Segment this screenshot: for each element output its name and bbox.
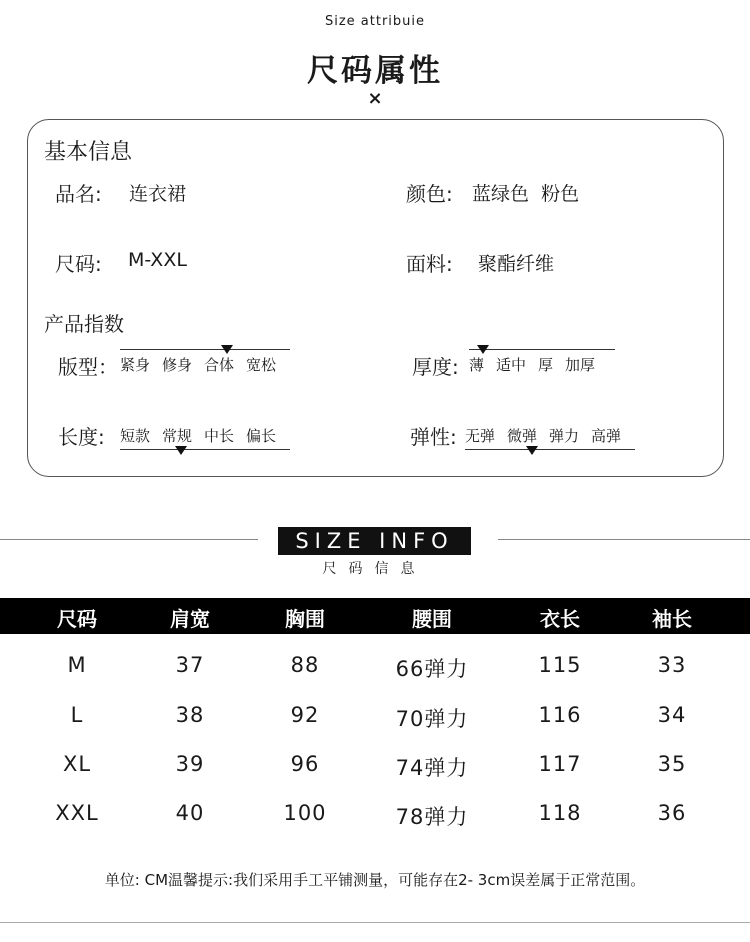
stretch-scale	[465, 422, 635, 450]
fit-label: 版型：	[58, 355, 118, 379]
table-cell: 70弹力	[395, 707, 469, 731]
fit-option: 修身	[162, 356, 193, 374]
thickness-option: 薄	[469, 356, 485, 374]
column-header: 胸围	[285, 607, 325, 631]
table-cell: 37	[175, 653, 205, 677]
table-cell: 96	[290, 752, 320, 776]
stretch-label: 弹性:	[410, 425, 457, 449]
thickness-scale	[469, 349, 615, 375]
thickness-option: 厚	[538, 356, 554, 374]
fabric-label: 面料:	[406, 252, 453, 276]
stretch-option: 微弹	[507, 427, 538, 445]
table-cell: 39	[175, 752, 205, 776]
column-header: 腰围	[412, 607, 452, 631]
size-info-subtitle: 尺码信息	[322, 561, 427, 577]
size-info-badge: SIZE INFO	[278, 527, 471, 555]
basic-info-heading: 基本信息	[44, 140, 133, 165]
column-header: 衣长	[540, 607, 580, 631]
table-cell: 74弹力	[395, 756, 469, 780]
stretch-option: 弹力	[549, 427, 580, 445]
stretch-option: 无弹	[465, 427, 496, 445]
measurement-note: 单位: CM温馨提示:我们采用手工平铺测量，可能存在2- 3cm误差属于正常范围。	[104, 871, 646, 889]
divider-left	[0, 539, 258, 540]
length-option: 常规	[162, 427, 193, 445]
fabric-value: 聚酯纤维	[478, 253, 555, 275]
table-cell: 34	[657, 703, 687, 727]
table-cell: 118	[538, 801, 582, 825]
table-cell: XXL	[55, 801, 99, 825]
table-cell: 35	[657, 752, 687, 776]
table-cell: 36	[657, 801, 687, 825]
size-label: 尺码:	[55, 252, 102, 276]
thickness-label: 厚度:	[412, 355, 459, 379]
product-name-label: 品名:	[55, 182, 102, 206]
column-header: 尺码	[57, 607, 97, 631]
table-cell: 92	[290, 703, 320, 727]
length-label: 长度:	[58, 425, 105, 449]
fit-option: 合体	[204, 356, 235, 374]
product-index-heading: 产品指数	[44, 312, 124, 336]
table-cell: 33	[657, 653, 687, 677]
column-header: 袖长	[652, 607, 692, 631]
table-cell: L	[70, 703, 84, 727]
page-title: 尺码属性	[307, 53, 443, 89]
color-label: 颜色:	[406, 182, 453, 206]
fit-option: 紧身	[120, 356, 151, 374]
length-scale	[120, 422, 290, 450]
table-cell: 78弹力	[395, 805, 469, 829]
length-selected-marker-icon	[175, 446, 187, 455]
table-cell: 38	[175, 703, 205, 727]
product-name-value: 连衣裙	[129, 183, 187, 205]
color-value: 蓝绿色 粉色	[472, 183, 580, 205]
table-cell: 115	[538, 653, 582, 677]
bottom-divider	[0, 922, 750, 923]
stretch-option: 高弹	[591, 427, 622, 445]
thickness-option: 适中	[496, 356, 527, 374]
close-icon: ×	[367, 88, 383, 109]
table-cell: 100	[283, 801, 327, 825]
table-cell: 116	[538, 703, 582, 727]
divider-right	[498, 539, 750, 540]
table-cell: M	[67, 653, 87, 677]
size-range-value: M-XXL	[128, 249, 187, 271]
fit-selected-marker-icon	[221, 345, 233, 354]
table-cell: 40	[175, 801, 205, 825]
length-option: 短款	[120, 427, 151, 445]
thickness-selected-marker-icon	[477, 345, 489, 354]
thickness-option: 加厚	[565, 356, 596, 374]
table-cell: 117	[538, 752, 582, 776]
table-cell: XL	[62, 752, 92, 776]
table-cell: 88	[290, 653, 320, 677]
fit-option: 宽松	[246, 356, 277, 374]
table-cell: 66弹力	[395, 657, 469, 681]
fit-scale	[120, 349, 290, 375]
column-header: 肩宽	[170, 607, 210, 631]
length-option: 偏长	[246, 427, 277, 445]
length-option: 中长	[204, 427, 235, 445]
subtitle-english: Size attribuie	[324, 14, 426, 29]
stretch-selected-marker-icon	[526, 446, 538, 455]
